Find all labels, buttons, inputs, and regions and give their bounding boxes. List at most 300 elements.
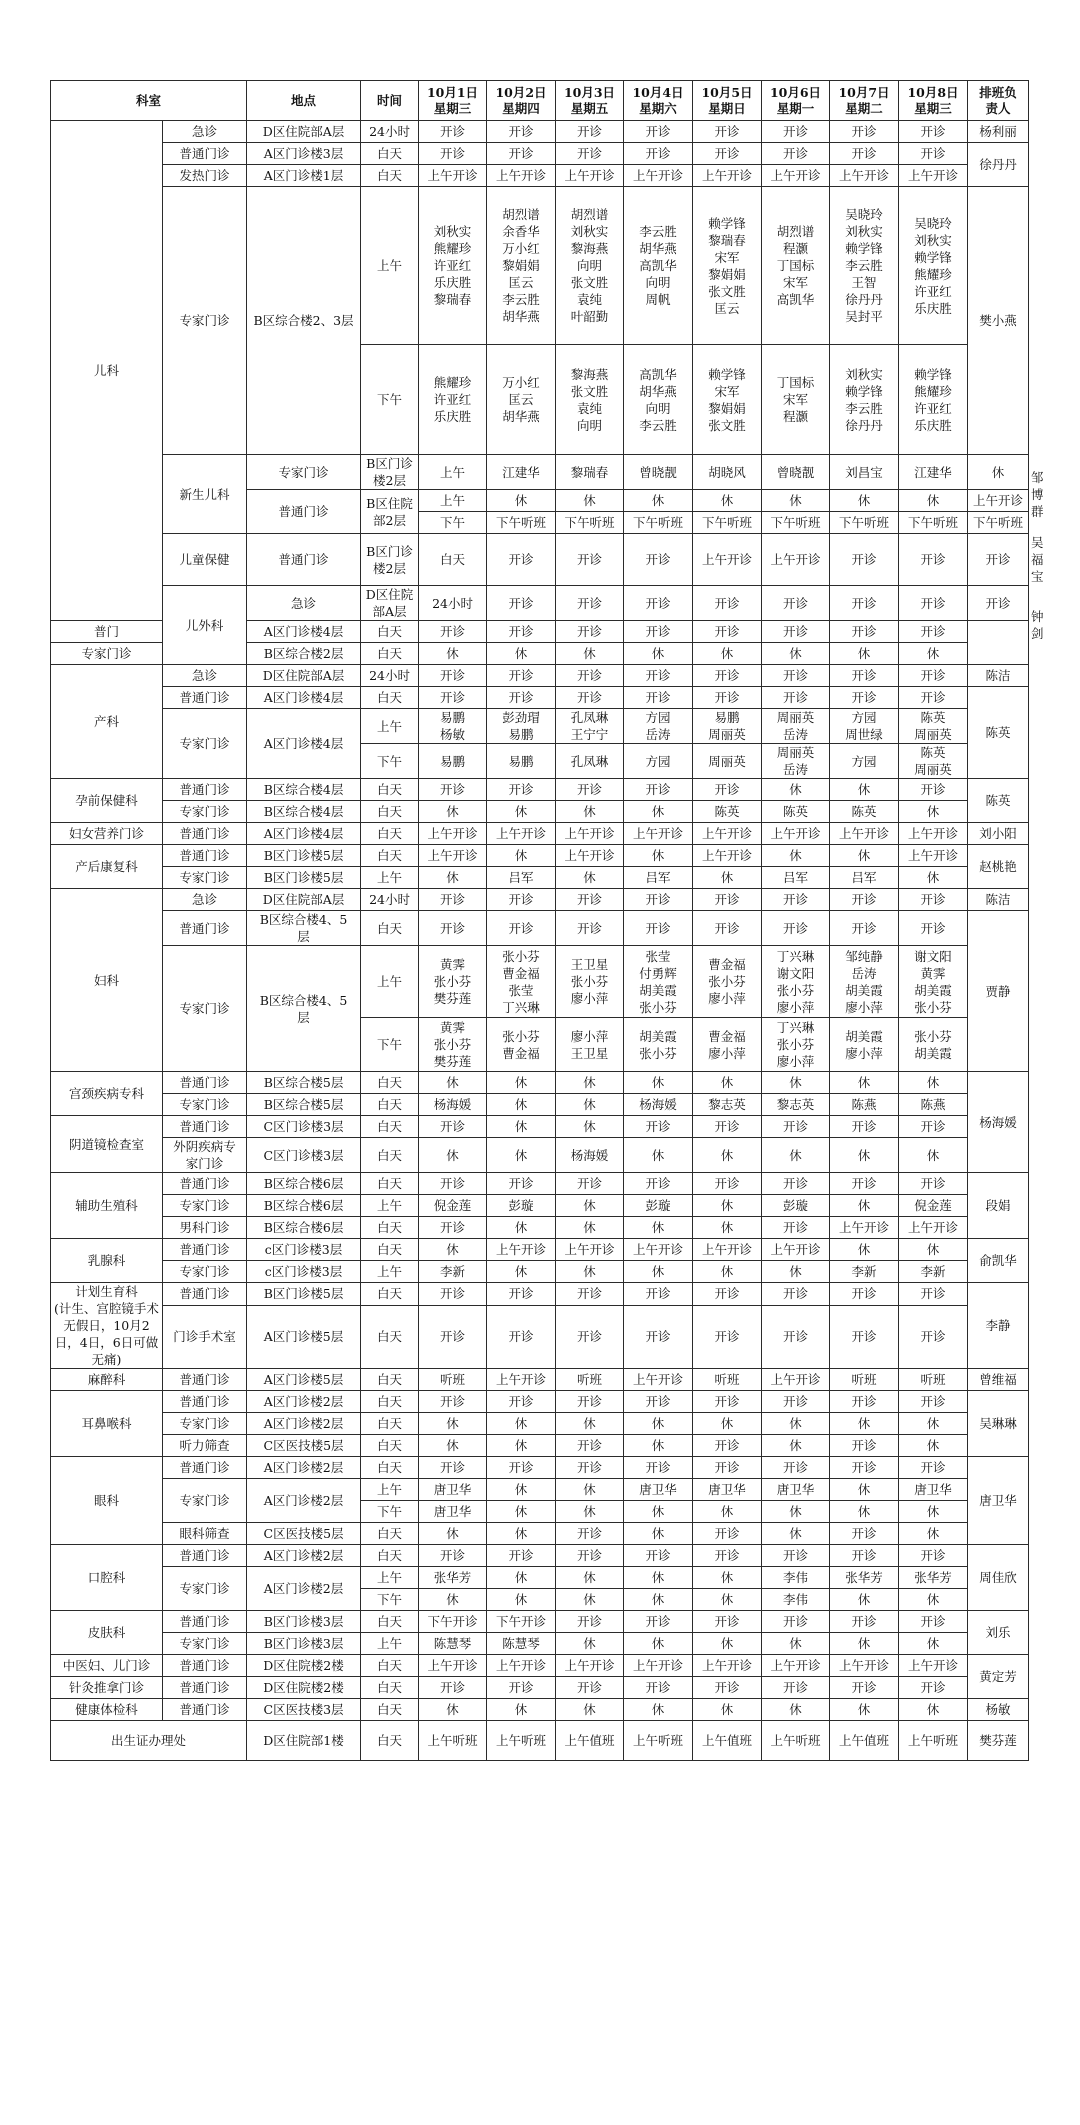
cell-sub-unit: 普通门诊 (163, 779, 247, 801)
schedule-row (51, 889, 1029, 911)
cell-oct-6: 黎志英 (762, 1094, 830, 1116)
cell-oct-5: 休 (693, 1217, 762, 1239)
cell-sub-unit: 专家门诊 (163, 1195, 247, 1217)
cell-oct-8: 开诊 (899, 889, 968, 911)
cell-oct-4: 曾晓靓 (624, 455, 693, 490)
cell-oct-4: 开诊 (624, 1116, 693, 1138)
cell-oct-5: 黎志英 (693, 1094, 762, 1116)
cell-department: 阴道镜检查室 (51, 1116, 163, 1173)
cell-oct-2: 开诊 (487, 1677, 556, 1699)
cell-oct-8: 开诊 (899, 665, 968, 687)
cell-oct-3: 听班 (556, 1369, 624, 1391)
cell-oct-5: 休 (693, 1589, 762, 1611)
schedule-row (51, 187, 1029, 345)
cell-oct-6: 彭璇 (762, 1195, 830, 1217)
cell-oct-8: 张小芬 胡美霞 (899, 1018, 968, 1072)
cell-oct-8: 开诊 (899, 1677, 968, 1699)
cell-oct-7: 开诊 (830, 534, 899, 586)
header-oct-8: 10月8日 星期三 (899, 81, 968, 121)
cell-department: 产科 (51, 665, 163, 779)
cell-oct-5: 开诊 (693, 1611, 762, 1633)
cell-oct-4: 上午开诊 (624, 1655, 693, 1677)
cell-location: A区门诊楼4层 (247, 621, 361, 643)
cell-oct-7: 上午开诊 (830, 165, 899, 187)
cell-department: 出生证办理处 (51, 1721, 247, 1761)
cell-oct-4: 开诊 (624, 889, 693, 911)
cell-oct-4: 张莹 付勇辉 胡美霞 张小芬 (624, 946, 693, 1018)
cell-oct-2: 开诊 (487, 1283, 556, 1306)
cell-location: A区门诊楼5层 (247, 1305, 361, 1368)
cell-oct-6: 开诊 (762, 1677, 830, 1699)
cell-oct-1: 黄霁 张小芬 樊芬莲 (419, 1018, 487, 1072)
cell-oct-5: 休 (693, 1501, 762, 1523)
cell-oct-5: 上午开诊 (693, 1655, 762, 1677)
cell-oct-8: 下午听班 (899, 512, 968, 534)
cell-sub-unit: 普通门诊 (163, 1655, 247, 1677)
cell-department: 中医妇、儿门诊 (51, 1655, 163, 1677)
cell-oct-3: 休 (556, 1413, 624, 1435)
cell-sub-unit: 男科门诊 (163, 1217, 247, 1239)
cell-oct-7: 陈燕 (830, 1094, 899, 1116)
cell-oct-4: 休 (624, 1413, 693, 1435)
cell-oct-1: 陈慧琴 (419, 1633, 487, 1655)
cell-oct-8: 休 (899, 801, 968, 823)
cell-oct-4: 开诊 (624, 534, 693, 586)
cell-oct-5: 赖学锋 黎瑞春 宋军 黎娟娟 张文胜 匡云 (693, 187, 762, 345)
cell-oct-4: 上午开诊 (624, 823, 693, 845)
cell-sub-unit: 普通门诊 (163, 1239, 247, 1261)
header-row (51, 81, 1029, 121)
cell-location: A区门诊楼1层 (247, 165, 361, 187)
cell-oct-5: 开诊 (693, 1523, 762, 1545)
cell-oct-7: 休 (830, 779, 899, 801)
cell-time: 白天 (361, 845, 419, 867)
cell-oct-8: 陈英 周丽英 (899, 744, 968, 779)
cell-oct-4: 休 (624, 1567, 693, 1589)
cell-time: 白天 (361, 911, 419, 946)
cell-oct-5: 休 (693, 867, 762, 889)
schedule-row (51, 779, 1029, 801)
cell-oct-5: 曹金福 廖小萍 (693, 1018, 762, 1072)
cell-oct-5: 休 (693, 1072, 762, 1094)
cell-oct-1: 开诊 (419, 1391, 487, 1413)
cell-oct-1: 上午听班 (419, 1721, 487, 1761)
cell-oct-4: 唐卫华 (624, 1479, 693, 1501)
cell-manager: 曾维福 (968, 1369, 1029, 1391)
cell-time: 白天 (361, 165, 419, 187)
cell-sub-unit: 普通门诊 (163, 1545, 247, 1567)
cell-location: B区综合楼5层 (247, 1072, 361, 1094)
cell-oct-5: 休 (693, 1261, 762, 1283)
cell-oct-7: 开诊 (830, 1611, 899, 1633)
cell-oct-7: 开诊 (830, 1305, 899, 1368)
cell-manager: 陈洁 (968, 889, 1029, 911)
cell-oct-6: 下午听班 (762, 512, 830, 534)
cell-oct-8: 休 (899, 1699, 968, 1721)
cell-oct-7: 休 (830, 1479, 899, 1501)
cell-oct-4: 休 (624, 1138, 693, 1173)
cell-oct-2: 开诊 (487, 621, 556, 643)
cell-department: 眼科 (51, 1457, 163, 1545)
cell-department: 普门 (51, 621, 163, 643)
cell-oct-5: 陈英 (693, 801, 762, 823)
cell-oct-7: 邹纯静 岳涛 胡美霞 廖小萍 (830, 946, 899, 1018)
cell-department: 口腔科 (51, 1545, 163, 1611)
cell-oct-4: 开诊 (624, 121, 693, 143)
cell-oct-8: 休 (899, 1435, 968, 1457)
cell-sub-unit: 专家门诊 (163, 187, 247, 455)
cell-oct-5: 易鹏 周丽英 (693, 709, 762, 744)
cell-oct-5: 休 (693, 1699, 762, 1721)
cell-department: 麻醉科 (51, 1369, 163, 1391)
cell-department: 专家门诊 (51, 643, 163, 665)
cell-oct-4: 休 (624, 1699, 693, 1721)
cell-oct-4: 开诊 (624, 1677, 693, 1699)
cell-oct-7: 休 (830, 1413, 899, 1435)
cell-location: 专家门诊 (247, 455, 361, 490)
cell-time: 上午 (361, 1633, 419, 1655)
cell-sub-unit: 普通门诊 (163, 1173, 247, 1195)
cell-oct-7: 刘秋实 赖学锋 李云胜 徐丹丹 (830, 345, 899, 455)
cell-location: C区医技楼3层 (247, 1699, 361, 1721)
cell-oct-5: 休 (693, 1413, 762, 1435)
cell-time: 白天 (361, 1072, 419, 1094)
cell-location: A区门诊楼4层 (247, 687, 361, 709)
cell-oct-8: 开诊 (899, 1173, 968, 1195)
cell-time: 白天 (361, 1413, 419, 1435)
cell-oct-8: 开诊 (899, 779, 968, 801)
cell-oct-4: 上午听班 (624, 1721, 693, 1761)
cell-oct-7: 休 (830, 845, 899, 867)
cell-oct-6: 吕军 (762, 867, 830, 889)
cell-oct-8: 唐卫华 (899, 1479, 968, 1501)
cell-oct-7: 上午值班 (830, 1721, 899, 1761)
cell-manager: 李静 (968, 1283, 1029, 1369)
cell-time: 白天 (361, 1677, 419, 1699)
schedule-row (51, 1391, 1029, 1413)
cell-time: 24小时 (361, 889, 419, 911)
cell-time: 白天 (361, 801, 419, 823)
cell-oct-6: 胡烈谱 程灏 丁国标 宋军 高凯华 (762, 187, 830, 345)
cell-sub-unit: 普通门诊 (163, 1457, 247, 1479)
cell-oct-8: 开诊 (899, 911, 968, 946)
schedule-row (51, 911, 1029, 946)
cell-oct-2: 万小红 匡云 胡华燕 (487, 345, 556, 455)
cell-oct-3: 开诊 (556, 1523, 624, 1545)
cell-oct-6: 丁兴琳 谢文阳 张小芬 廖小萍 (762, 946, 830, 1018)
cell-oct-2: 上午开诊 (487, 1239, 556, 1261)
cell-department: 辅助生殖科 (51, 1173, 163, 1239)
cell-time: 白天 (361, 1435, 419, 1457)
cell-oct-8: 休 (899, 1523, 968, 1545)
cell-oct-3: 开诊 (556, 1173, 624, 1195)
cell-sub-unit: 儿外科 (163, 586, 247, 665)
cell-time: 白天 (361, 1457, 419, 1479)
cell-oct-1: 上午 (419, 455, 487, 490)
cell-oct-3: 开诊 (556, 143, 624, 165)
cell-oct-1: 李新 (419, 1261, 487, 1283)
cell-oct-2: 休 (487, 490, 556, 512)
cell-department: 乳腺科 (51, 1239, 163, 1283)
cell-time: B区门诊楼2层 (361, 455, 419, 490)
cell-oct-3: 开诊 (556, 1391, 624, 1413)
cell-oct-1: 上午 (419, 490, 487, 512)
cell-oct-6: 开诊 (762, 1283, 830, 1306)
cell-oct-7: 开诊 (830, 1391, 899, 1413)
cell-oct-3: 开诊 (556, 1545, 624, 1567)
cell-time: 白天 (361, 1721, 419, 1761)
header-department: 科室 (51, 81, 247, 121)
cell-oct-3: 王卫星 张小芬 廖小萍 (556, 946, 624, 1018)
cell-oct-8: 开诊 (899, 1391, 968, 1413)
cell-manager: 休 (968, 455, 1029, 490)
cell-time: 上午 (361, 1567, 419, 1589)
cell-sub-unit: 专家门诊 (163, 801, 247, 823)
cell-manager: 上午开诊 (968, 490, 1029, 512)
cell-oct-6: 休 (762, 1633, 830, 1655)
cell-time: 白天 (361, 1094, 419, 1116)
cell-sub-unit: 听力筛查 (163, 1435, 247, 1457)
cell-oct-3: 开诊 (556, 534, 624, 586)
cell-oct-3: 休 (556, 1261, 624, 1283)
cell-time: 白天 (361, 1369, 419, 1391)
cell-time: 下午 (361, 1501, 419, 1523)
cell-oct-1: 开诊 (419, 687, 487, 709)
cell-oct-8: 休 (899, 643, 968, 665)
cell-oct-1: 休 (419, 1413, 487, 1435)
cell-oct-7: 休 (830, 1195, 899, 1217)
cell-oct-1: 唐卫华 (419, 1479, 487, 1501)
schedule-row (51, 1721, 1029, 1761)
cell-oct-4: 休 (624, 643, 693, 665)
cell-oct-4: 开诊 (624, 665, 693, 687)
cell-time: 白天 (361, 1116, 419, 1138)
cell-location: B区综合楼4层 (247, 801, 361, 823)
cell-oct-2: 休 (487, 1094, 556, 1116)
cell-oct-6: 休 (762, 1501, 830, 1523)
cell-oct-5: 上午开诊 (693, 534, 762, 586)
schedule-row (51, 1457, 1029, 1479)
cell-oct-5: 上午值班 (693, 1721, 762, 1761)
cell-oct-1: 唐卫华 (419, 1501, 487, 1523)
cell-oct-7: 下午听班 (830, 512, 899, 534)
cell-oct-4: 开诊 (624, 143, 693, 165)
cell-oct-2: 吕军 (487, 867, 556, 889)
cell-oct-7: 开诊 (830, 1457, 899, 1479)
cell-location: B区综合楼2层 (247, 643, 361, 665)
header-manager: 排班负 责人 (968, 81, 1029, 121)
cell-time: 上午 (361, 1261, 419, 1283)
schedule-row (51, 1195, 1029, 1217)
cell-oct-1: 开诊 (419, 1283, 487, 1306)
cell-oct-3: 休 (556, 1116, 624, 1138)
cell-location: B区综合楼4、5 层 (247, 946, 361, 1072)
cell-oct-3: 杨海媛 (556, 1138, 624, 1173)
cell-department: 宫颈疾病专科 (51, 1072, 163, 1116)
schedule-row (51, 1116, 1029, 1138)
cell-location: D区住院部1楼 (247, 1721, 361, 1761)
cell-oct-5: 开诊 (693, 779, 762, 801)
cell-location: A区门诊楼2层 (247, 1567, 361, 1611)
cell-oct-6: 开诊 (762, 687, 830, 709)
cell-oct-3: 休 (556, 490, 624, 512)
cell-oct-7: 休 (830, 643, 899, 665)
cell-oct-8: 上午开诊 (899, 165, 968, 187)
schedule-row (51, 1435, 1029, 1457)
schedule-row (51, 1305, 1029, 1368)
cell-oct-7: 休 (830, 1072, 899, 1094)
schedule-row (51, 1369, 1029, 1391)
cell-oct-7: 胡美霞 廖小萍 (830, 1018, 899, 1072)
cell-oct-2: 休 (487, 801, 556, 823)
cell-oct-2: 开诊 (487, 1173, 556, 1195)
cell-oct-5: 开诊 (693, 121, 762, 143)
cell-oct-2: 彭劲瑁 易鹏 (487, 709, 556, 744)
header-time: 时间 (361, 81, 419, 121)
cell-department: 产后康复科 (51, 845, 163, 889)
schedule-row (51, 1072, 1029, 1094)
cell-oct-2: 休 (487, 1501, 556, 1523)
cell-oct-8: 开诊 (899, 143, 968, 165)
cell-oct-5: 开诊 (693, 1457, 762, 1479)
cell-oct-2: 上午听班 (487, 1721, 556, 1761)
cell-oct-4: 休 (624, 845, 693, 867)
cell-oct-8: 开诊 (899, 621, 968, 643)
holiday-schedule-table (50, 80, 1044, 1761)
cell-time: 上午 (361, 867, 419, 889)
cell-oct-5: 休 (693, 1633, 762, 1655)
cell-oct-8: 开诊 (899, 1283, 968, 1306)
cell-oct-3: 休 (556, 643, 624, 665)
cell-oct-4: 休 (624, 1217, 693, 1239)
cell-oct-5: 开诊 (693, 687, 762, 709)
cell-oct-6: 上午开诊 (762, 1655, 830, 1677)
cell-oct-1: 休 (419, 643, 487, 665)
cell-oct-6: 开诊 (762, 1173, 830, 1195)
cell-oct-4: 开诊 (624, 586, 693, 621)
cell-oct-4: 吕军 (624, 867, 693, 889)
cell-oct-4: 开诊 (624, 1457, 693, 1479)
header-location: 地点 (247, 81, 361, 121)
cell-oct-7: 开诊 (830, 1523, 899, 1545)
cell-oct-3: 休 (556, 1217, 624, 1239)
cell-oct-6: 丁兴琳 张小芬 廖小萍 (762, 1018, 830, 1072)
cell-oct-8: 开诊 (899, 121, 968, 143)
cell-location: B区门诊楼5层 (247, 845, 361, 867)
cell-oct-5: 休 (693, 1567, 762, 1589)
cell-oct-6: 上午听班 (762, 1721, 830, 1761)
cell-oct-4: 上午开诊 (624, 1369, 693, 1391)
cell-oct-3: 开诊 (556, 687, 624, 709)
cell-oct-7: 开诊 (830, 687, 899, 709)
schedule-row (51, 709, 1029, 744)
cell-oct-1: 下午 (419, 512, 487, 534)
schedule-row (51, 1523, 1029, 1545)
schedule-row (51, 823, 1029, 845)
cell-manager: 杨敏 (968, 1699, 1029, 1721)
cell-oct-2: 彭璇 (487, 1195, 556, 1217)
cell-oct-2: 开诊 (487, 586, 556, 621)
cell-oct-3: 休 (556, 867, 624, 889)
cell-oct-5: 上午开诊 (693, 845, 762, 867)
cell-oct-3: 孔凤琳 王宁宁 (556, 709, 624, 744)
cell-manager: 杨海媛 (968, 1072, 1029, 1173)
cell-oct-2: 开诊 (487, 665, 556, 687)
cell-department: 妇女营养门诊 (51, 823, 163, 845)
cell-location: C区医技楼5层 (247, 1435, 361, 1457)
cell-oct-6: 休 (762, 1138, 830, 1173)
cell-oct-2: 陈慧琴 (487, 1633, 556, 1655)
cell-oct-5: 上午开诊 (693, 823, 762, 845)
cell-oct-1: 开诊 (419, 1545, 487, 1567)
cell-oct-4: 下午听班 (624, 512, 693, 534)
cell-oct-5: 开诊 (693, 143, 762, 165)
cell-oct-5: 休 (693, 1195, 762, 1217)
cell-oct-6: 丁国标 宋军 程灏 (762, 345, 830, 455)
cell-oct-2: 开诊 (487, 121, 556, 143)
cell-location: D区住院楼2楼 (247, 1655, 361, 1677)
cell-oct-7: 开诊 (830, 586, 899, 621)
schedule-row (51, 121, 1029, 143)
schedule-row (51, 1239, 1029, 1261)
cell-sub-unit: 急诊 (163, 889, 247, 911)
cell-oct-2: 休 (487, 1138, 556, 1173)
cell-location: A区门诊楼4层 (247, 823, 361, 845)
cell-department: 健康体检科 (51, 1699, 163, 1721)
cell-sub-unit: 专家门诊 (163, 709, 247, 779)
cell-oct-2: 休 (487, 1523, 556, 1545)
cell-oct-2: 上午开诊 (487, 1369, 556, 1391)
cell-oct-3: 开诊 (556, 779, 624, 801)
cell-oct-1: 开诊 (419, 665, 487, 687)
cell-oct-5: 唐卫华 (693, 1479, 762, 1501)
cell-oct-1: 倪金莲 (419, 1195, 487, 1217)
cell-sub-unit: 普通门诊 (163, 143, 247, 165)
cell-manager: 徐丹丹 (968, 143, 1029, 187)
cell-sub-unit: 专家门诊 (163, 1479, 247, 1523)
cell-oct-7: 休 (830, 1501, 899, 1523)
cell-oct-6: 休 (762, 779, 830, 801)
cell-oct-3: 上午开诊 (556, 1239, 624, 1261)
cell-oct-5: 开诊 (693, 621, 762, 643)
cell-oct-8: 休 (899, 1072, 968, 1094)
cell-oct-7: 开诊 (830, 665, 899, 687)
cell-sub-unit: 急诊 (163, 121, 247, 143)
cell-location: A区门诊楼2层 (247, 1413, 361, 1435)
cell-oct-7: 休 (830, 1589, 899, 1611)
cell-manager: 黄定芳 (968, 1655, 1029, 1699)
cell-time: 白天 (361, 143, 419, 165)
cell-manager: 下午听班 (968, 512, 1029, 534)
schedule-row (51, 1094, 1029, 1116)
cell-oct-4: 休 (624, 1072, 693, 1094)
cell-oct-1: 开诊 (419, 1217, 487, 1239)
cell-location: B区综合楼4、5 层 (247, 911, 361, 946)
cell-oct-6: 开诊 (762, 1391, 830, 1413)
cell-location: A区门诊楼2层 (247, 1391, 361, 1413)
cell-oct-4: 开诊 (624, 1611, 693, 1633)
cell-oct-6: 休 (762, 490, 830, 512)
cell-oct-4: 方园 (624, 744, 693, 779)
cell-oct-1: 休 (419, 801, 487, 823)
cell-oct-1: 上午开诊 (419, 1655, 487, 1677)
cell-location: A区门诊楼2层 (247, 1545, 361, 1567)
cell-oct-8: 张华芳 (899, 1567, 968, 1589)
cell-oct-3: 休 (556, 801, 624, 823)
cell-oct-5: 休 (693, 490, 762, 512)
cell-oct-6: 开诊 (762, 1457, 830, 1479)
cell-oct-3: 开诊 (556, 121, 624, 143)
